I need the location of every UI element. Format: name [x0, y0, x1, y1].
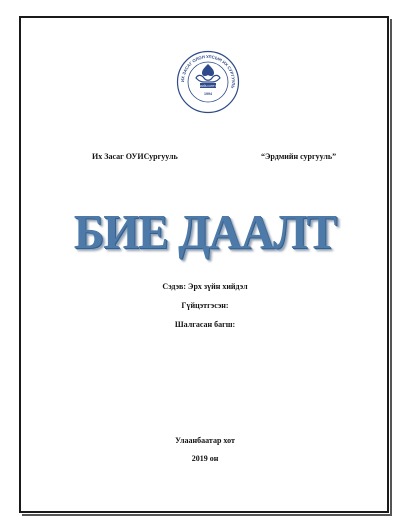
city-line: Улаанбаатар хот	[175, 436, 235, 445]
seal-inner-text: ЭРДМИЙН СУРГУУЛЬ	[194, 85, 222, 88]
document-title: БИЕ ДААЛТ	[73, 204, 337, 259]
school-name-right: “Эрдмийн сургууль”	[261, 152, 337, 161]
topic-line: Сэдэв: Эрх зүйн хийдэл	[162, 282, 248, 291]
seal-year: 1994	[204, 92, 212, 96]
seal-ring-text: ИХ ЗАСАГ ОЛОН УЛСЫН ИХ СУРГУУЛЬ	[179, 53, 237, 89]
performed-by-line: Гүйцэтгэсэн:	[181, 301, 229, 310]
year-line: 2019 он	[191, 454, 219, 463]
school-name-left: Их Засаг ОУИСургууль	[92, 152, 178, 161]
checked-by-line: Шалгасан багш:	[174, 320, 236, 329]
university-seal-logo	[176, 50, 240, 114]
